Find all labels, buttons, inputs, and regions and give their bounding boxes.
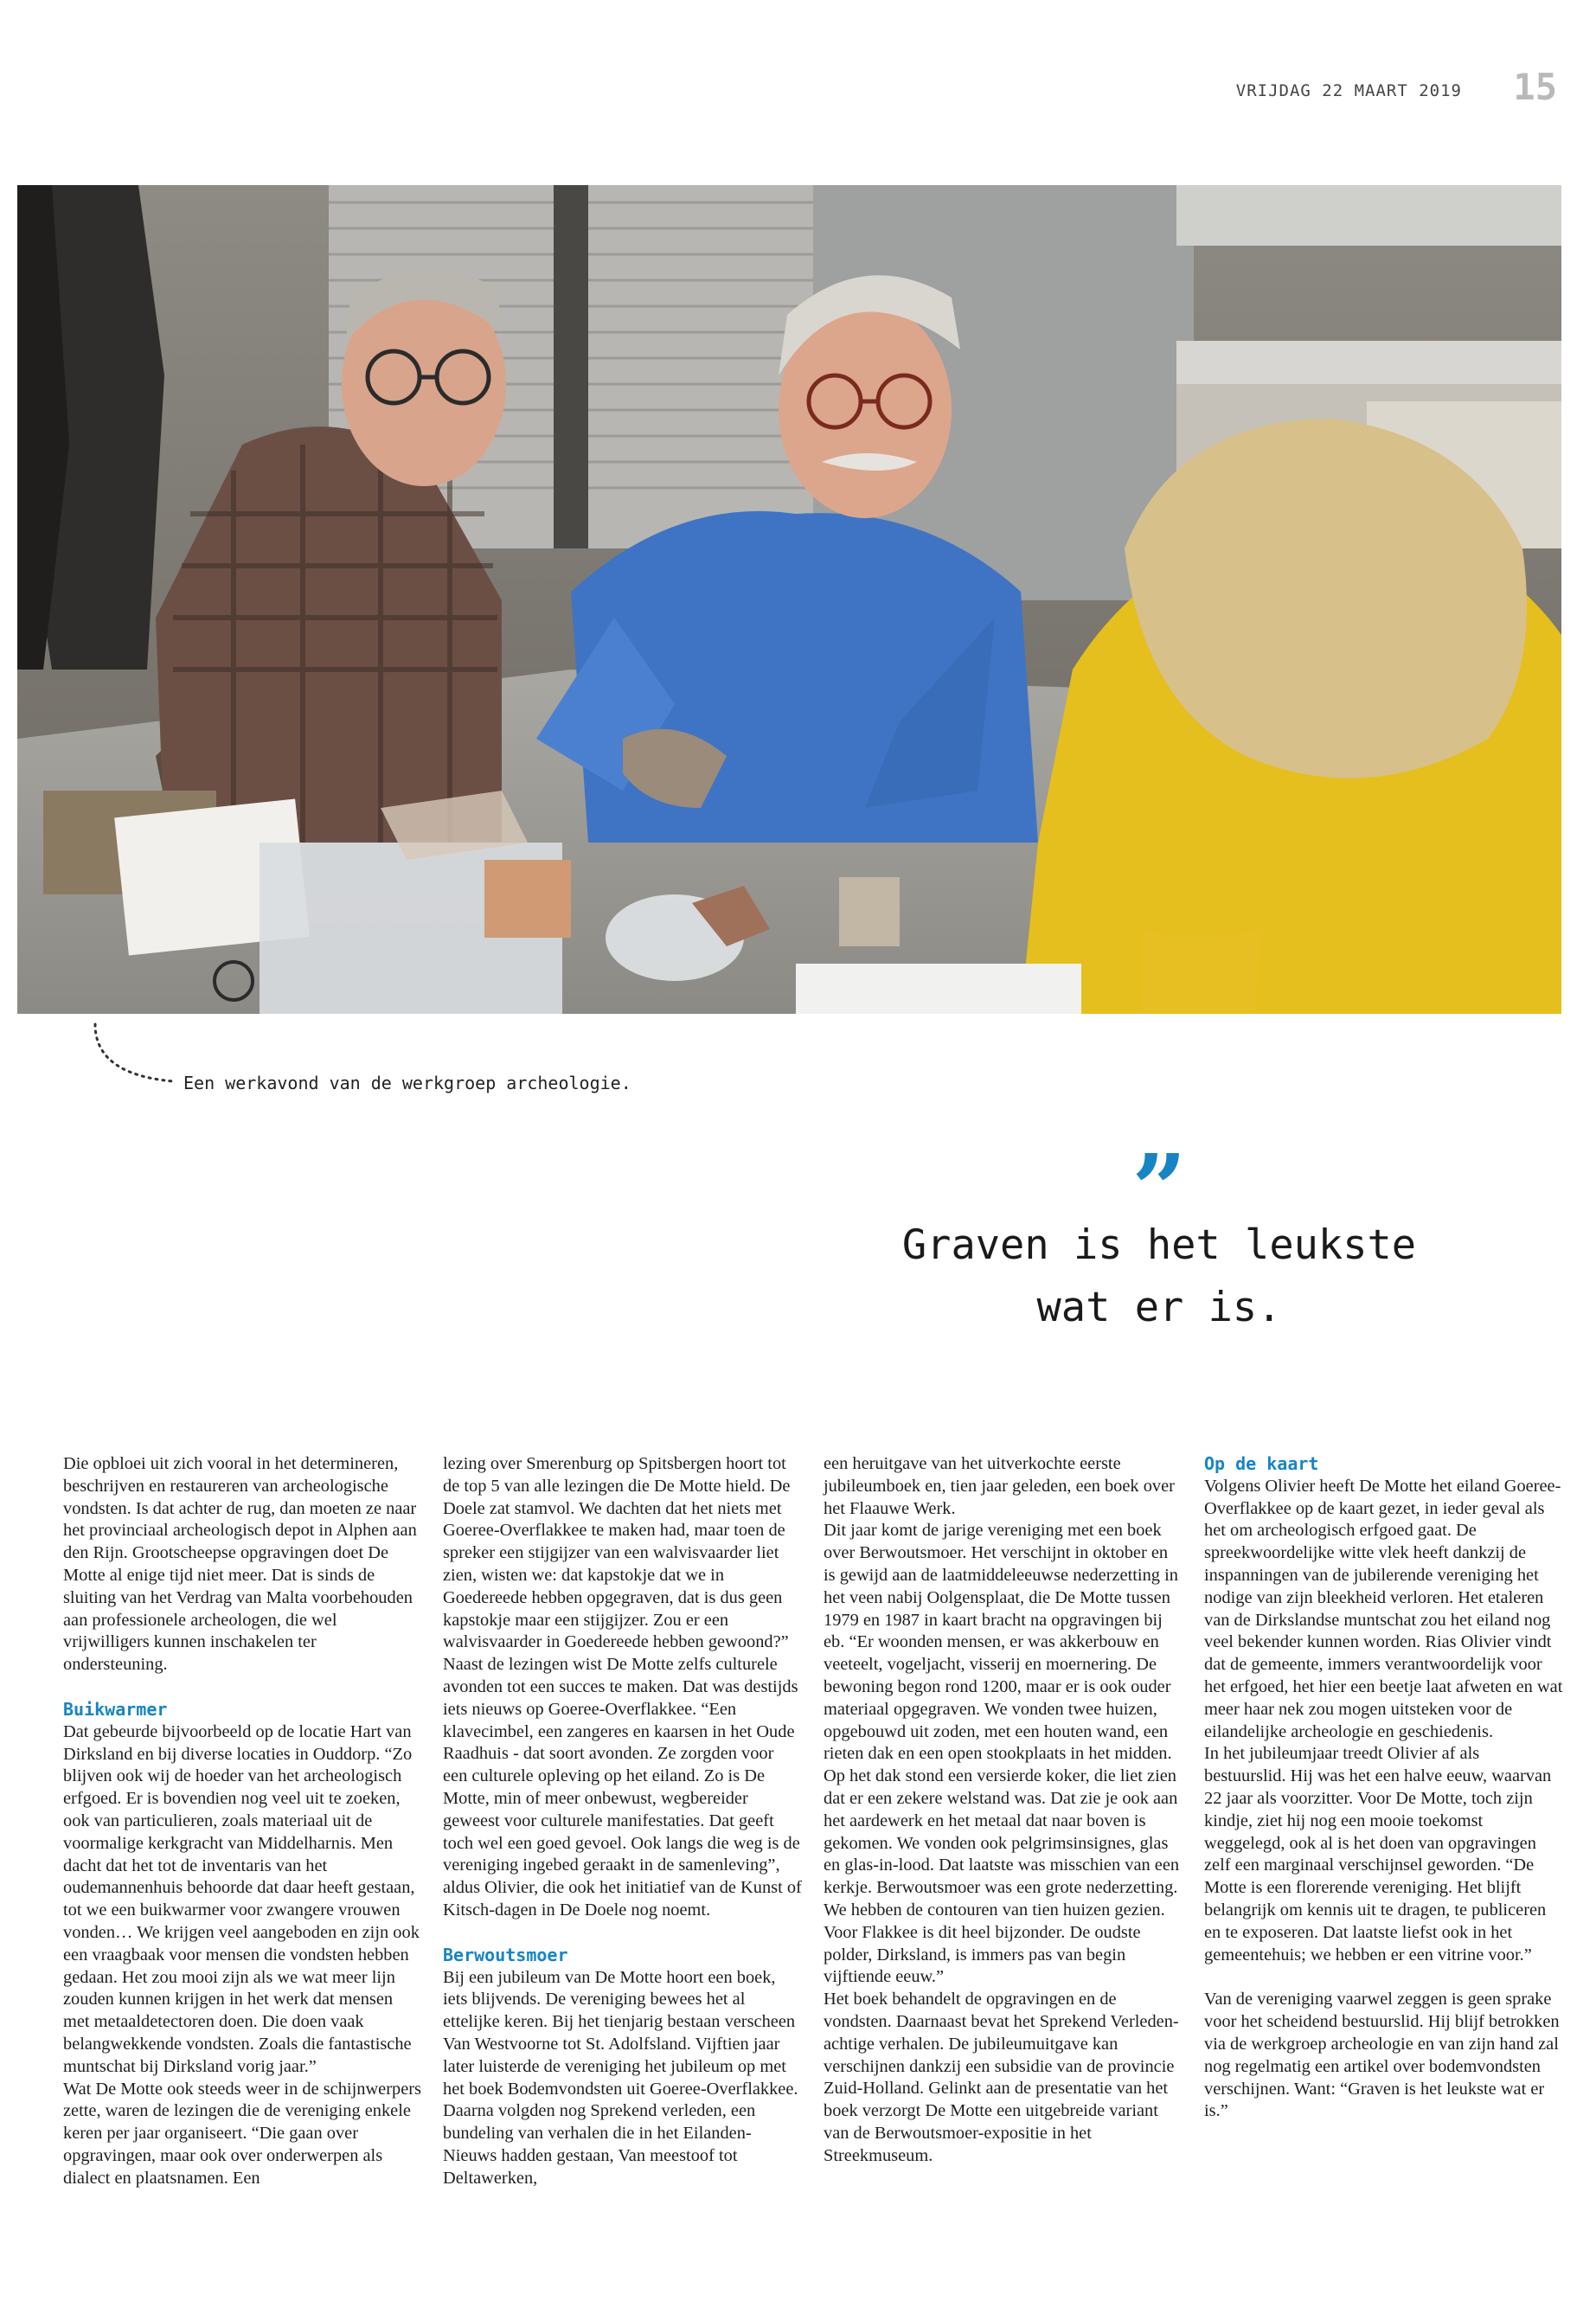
article-paragraph: Die opbloei uit zich vooral in het determineren, beschrijven en restaureren van archeologische vondsten. Is dat achter de rug, dan moeten ze naar het provinciaal archeologisch depot in Alphen aan den Rijn. Grootscheepse opgravingen doet De Motte al enige tijd niet meer. Dat is sinds de sluiting van het Verdrag van Malta voorbehouden aan professionele archeologen, die wel vrijwilligers kunnen inschakelen ter ondersteuning. bbox=[63, 1454, 417, 1675]
pull-quote: Graven is het leukste wat er is. bbox=[901, 1221, 1417, 1331]
article-paragraph: Dat gebeurde bijvoorbeeld op de locatie Hart van Dirksland en bij diverse locaties in Ouddorp. “Zo blijven ook wij de hoeder van het archeologisch erfgoed. Er is bovendien nog veel uit te zoeken, ook van particulieren, zoals materiaal uit de voormalige kerkgracht van Middelharnis. Men dacht dat het tot de inventaris van het oudemannenhuis behoorde dat daar heeft gestaan, tot we een buikwarmer voor zwangere vrouwen vonden… We krijgen veel aangeboden en zijn ook een vraagbaak voor mensen die vondsten hebben gedaan. Het zou mooi zijn als we wat meer lijn zouden kunnen krijgen in het werk dat mensen met metaaldetectoren doen. Die doen vaak belangwekkende vondsten. Zoals die fantastische muntschat bij Dirksland vorig jaar.” bbox=[63, 1721, 420, 2076]
article-paragraph: lezing over Smerenburg op Spitsbergen hoort tot de top 5 van alle lezingen die De Motte hield. De Doele zat stamvol. We dachten dat het niets met Goeree-Overflakkee te maken had, maar toen de spreker een stijgijzer van een walvisvaarder liet zien, wisten we: dat kapstokje dat we in Goedereede hebben opgegraven, dat is dus geen kapstokje maar een stijgijzer. Zou er een walvisvaarder in Goedereede hebben gewoond?” bbox=[443, 1454, 791, 1652]
article-column-2 bbox=[443, 1453, 802, 2190]
quote-mark-icon: ” bbox=[1131, 1133, 1187, 1245]
header-date: VRIJDAG 22 MAART 2019 bbox=[1235, 81, 1462, 100]
section-heading: Buikwarmer bbox=[63, 1698, 168, 1720]
section-heading: Op de kaart bbox=[1204, 1453, 1319, 1474]
article-paragraph: In het jubileumjaar treedt Olivier af als bestuurslid. Hij was het een halve eeuw, waarvan 22 jaar als voorzitter. Voor De Motte, toch zijn kindje, ziet hij nog een mooie toekomst weggelegd, ook al is het doen van opgravingen zelf een marginaal verschijnsel geworden. “De Motte is een florerende vereniging. Het blijft belangrijk om kennis uit te dragen, te publiceren en te exposeren. Dat laatste liefst ook in het gemeentehuis; we hebben er een vitrine voor.” bbox=[1204, 1744, 1552, 1965]
article-paragraph: Wat De Motte ook steeds weer in de schijnwerpers zette, waren de lezingen die de vereniging enkele keren per jaar organiseert. “Die gaan over opgravingen, maar ook over onderwerpen als dialect en plaatsnamen. Een bbox=[63, 2079, 421, 2188]
article-paragraph: een heruitgave van het uitverkochte eerste jubileumboek en, tien jaar geleden, een boek over het Flaauwe Werk. bbox=[824, 1454, 1175, 1518]
article-paragraph: Dit jaar komt de jarige vereniging met een boek over Berwoutsmoer. Het verschijnt in oktober en is gewijd aan de laatmiddeleeuwse nederzetting in het veen nabij Oolgensplaat, die De Motte tussen 1979 en 1987 in kaart bracht na opgravingen bij eb. “Er woonden mensen, er was akkerbouw en veeteelt, vogeljacht, visserij en moernering. De bewoning begon rond 1200, maar er is ook ouder materiaal opgegraven. We vonden twee huizen, opgebouwd uit zoden, met een houten wand, een rieten dak en een open stookplaats in het midden. Op het dak stond een versierde koker, die liet zien dat er een zekere welstand was. Dat zie je ook aan het aardewerk en het metaal dat naar boven is gekomen. We vonden ook pelgrimsinsignes, glas en glas-in-lood. Dat laatste was misschien van een kerkje. Berwoutsmoer was een grote nederzetting. We hebben de contouren van tien huizen gezien. Voor Flakkee is dit heel bijzonder. De oudste polder, Dirksland, is immers pas van begin vijftiende eeuw.” bbox=[824, 1521, 1180, 1987]
paragraph-spacer bbox=[443, 1922, 802, 1945]
photo-caption: Een werkavond van de werkgroep archeologie. bbox=[183, 1073, 631, 1093]
article-photo bbox=[17, 185, 1561, 1014]
article-paragraph: Bij een jubileum van De Motte hoort een boek, iets blijvends. De vereniging bewees het al ettelijke keren. Bij het tienjarig bestaan verscheen Van Westvoorne tot St. Adolfsland. Vijftien jaar later luisterde de vereniging het jubileum op met het boek Bodemvondsten uit Goeree-Overflakkee. Daarna volgden nog Sprekend verleden, een bundeling van verhalen die in het Eilanden-Nieuws hadden gestaan, Van meestoof tot Deltawerken, bbox=[443, 1967, 798, 2188]
article-paragraph: Naast de lezingen wist De Motte zelfs culturele avonden tot een succes te maken. Dat was destijds iets nieuws op Goeree-Overflakkee. “Een klavecimbel, een zangeres en kaarsen in het Oude Raadhuis - dat soort avonden. Ze zorgden voor een culturele opleving op het eiland. Zo is De Motte, min of meer onbewust, wegbereider geweest voor culturele manifestaties. Dat geeft toch wel een goed gevoel. Ook langs die weg is de vereniging ingebed geraakt in de samenleving”, aldus Olivier, die ook het initiatief van de Kunst of Kitsch-dagen in De Doele nog noemt. bbox=[443, 1655, 802, 1920]
article-column-3 bbox=[824, 1453, 1183, 2168]
article-paragraph: Volgens Olivier heeft De Motte het eiland Goeree-Overflakkee op de kaart gezet, in ieder geval als het om archeologisch erfgoed gaat. De spreekwoordelijke witte vlek heeft dankzij de inspanningen van de jubilerende vereniging het nodige van zijn bleekheid verloren. Het etaleren van de Dirkslandse muntschat zou het eiland nog veel bekender kunnen worden. Rias Olivier vindt dat de gemeente, immers verantwoordelijk voor het erfgoed, het hier een beetje laat afweten en wat meer haar nek zou mogen uitsteken voor de eilandelijke archeologie en geschiedenis. bbox=[1204, 1476, 1563, 1741]
paragraph-spacer bbox=[63, 1676, 422, 1699]
article-paragraph: Het boek behandelt de opgravingen en de vondsten. Daarnaast bevat het Sprekend Verleden-achtige verhalen. De jubileumuitgave kan verschijnen dankzij een subsidie van de provincie Zuid-Holland. Gelinkt aan de presentatie van het boek verzorgt De Motte een uitgebreide variant van de Berwoutsmoer-expositie in het Streekmuseum. bbox=[824, 1990, 1179, 2165]
section-heading: Berwoutsmoer bbox=[443, 1944, 568, 1965]
article-column-1 bbox=[63, 1453, 422, 2190]
page-number: 15 bbox=[1513, 66, 1557, 108]
caption-connector-icon bbox=[91, 1022, 177, 1092]
paragraph-spacer bbox=[1204, 1966, 1563, 1989]
article-paragraph: Van de vereniging vaarwel zeggen is geen sprake voor het scheidend bestuurslid. Hij blijf betrokken via de werkgroep archeologie en van zijn hand zal nog regelmatig een artikel over bodemvondsten verschijnen. Want: “Graven is het leukste wat er is.” bbox=[1204, 1990, 1560, 2121]
article-column-4 bbox=[1204, 1453, 1563, 2123]
